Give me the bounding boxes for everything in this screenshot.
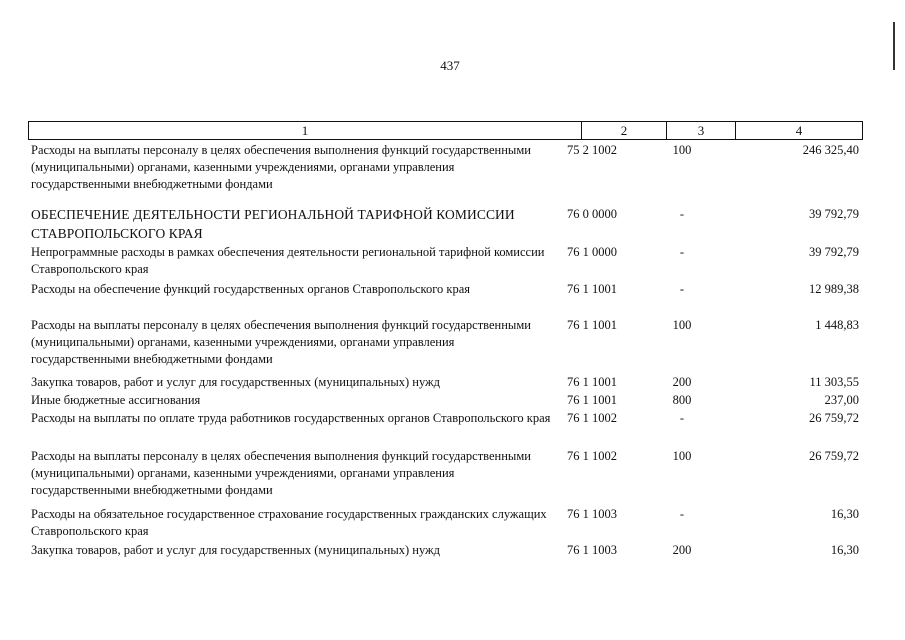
row-amount: 12 989,38 [809, 282, 859, 296]
row-type: 200 [672, 543, 692, 557]
row-type: - [679, 507, 685, 521]
row-name: Расходы на выплаты по оплате труда работников государственных органов Ставропольского края [31, 411, 551, 425]
row-type: 200 [672, 375, 692, 389]
row-type: 100 [672, 143, 692, 157]
row-amount: 26 759,72 [809, 411, 859, 425]
row-name: Закупка товаров, работ и услуг для государственных (муниципальных) нужд [31, 543, 441, 557]
row-name: Непрограммные расходы в рамках обеспечения деятельности региональной тарифной комиссии Ставропольского края [31, 245, 545, 276]
header-col-3: 3 [667, 122, 736, 139]
scan-edge-mark [893, 22, 895, 70]
row-amount: 26 759,72 [809, 449, 859, 463]
row-amount: 237,00 [824, 393, 859, 407]
row-amount: 39 792,79 [809, 245, 859, 259]
row-type: - [679, 207, 685, 221]
row-code: 76 0 0000 [567, 207, 617, 221]
row-code: 76 1 1002 [567, 449, 617, 463]
row-amount: 1 448,83 [815, 318, 859, 332]
row-code: 75 2 1002 [567, 143, 617, 157]
row-type: - [679, 282, 685, 296]
row-name: Расходы на обязательное государственное страхование государственных гражданских служащих Ставропольского края [31, 507, 547, 538]
row-code: 76 1 1001 [567, 282, 617, 296]
row-amount: 16,30 [830, 507, 859, 521]
row-code: 76 1 1001 [567, 375, 617, 389]
row-code: 76 1 0000 [567, 245, 617, 259]
row-type: 100 [672, 318, 692, 332]
row-amount: 11 303,55 [809, 375, 859, 389]
table-header [28, 121, 863, 140]
row-name: Расходы на выплаты персоналу в целях обеспечения выполнения функций государственными (муниципальными) органами, казенными учреждениями, органами управления государственными внебюджетными фондами [31, 449, 531, 497]
page-number: 437 [440, 58, 460, 73]
row-code: 76 1 1003 [567, 543, 617, 557]
row-name: Расходы на обеспечение функций государственных органов Ставропольского края [31, 282, 471, 296]
header-col-2: 2 [582, 122, 667, 139]
row-amount: 39 792,79 [809, 207, 859, 221]
row-name: Расходы на выплаты персоналу в целях обеспечения выполнения функций государственными (муниципальными) органами, казенными учреждениями, органами управления государственными внебюджетными фондами [31, 318, 531, 366]
row-type: - [679, 245, 685, 259]
row-name: Расходы на выплаты персоналу в целях обеспечения выполнения функций государственными (муниципальными) органами, казенными учреждениями, органами управления государственными внебюджетными фондами [31, 143, 531, 191]
row-code: 76 1 1002 [567, 411, 617, 425]
header-col-1: 1 [29, 122, 582, 139]
row-name: Иные бюджетные ассигнования [31, 393, 201, 407]
row-name: Закупка товаров, работ и услуг для государственных (муниципальных) нужд [31, 375, 441, 389]
row-type: - [679, 411, 685, 425]
row-code: 76 1 1001 [567, 393, 617, 407]
row-type: 100 [672, 449, 692, 463]
row-code: 76 1 1001 [567, 318, 617, 332]
header-col-4: 4 [795, 123, 803, 138]
row-code: 76 1 1003 [567, 507, 617, 521]
row-amount: 16,30 [830, 543, 859, 557]
row-name: ОБЕСПЕЧЕНИЕ ДЕЯТЕЛЬНОСТИ РЕГИОНАЛЬНОЙ ТАРИФНОЙ КОМИССИИ СТАВРОПОЛЬСКОГО КРАЯ [31, 207, 515, 241]
row-amount: 246 325,40 [802, 143, 859, 157]
row-type: 800 [672, 393, 692, 407]
